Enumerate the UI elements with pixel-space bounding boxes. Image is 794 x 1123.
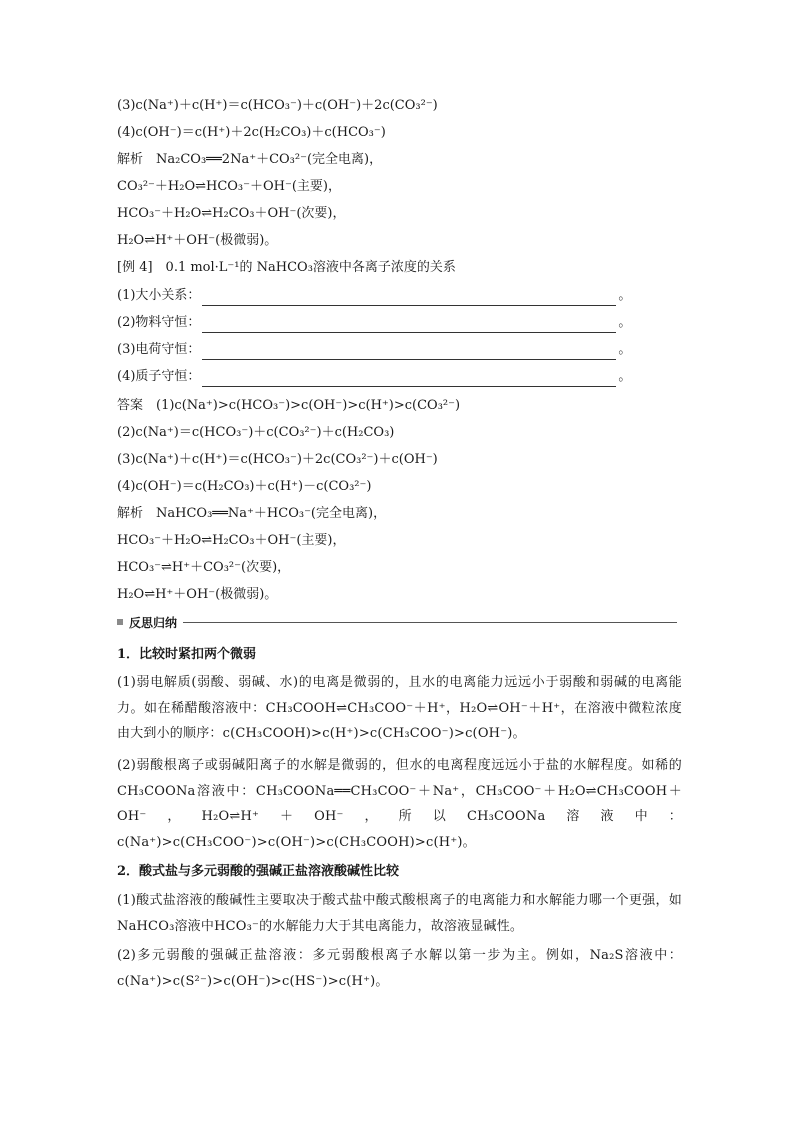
blank-end: 。 <box>618 369 632 384</box>
answer-hydrolysis-main: HCO₃⁻＋H₂O⇌H₂CO₃＋OH⁻(主要)， <box>117 533 346 548</box>
point-2-heading: 2．酸式盐与多元弱酸的强碱正盐溶液酸碱性比较 <box>117 864 400 879</box>
point-1-heading: 1．比较时紧扣两个微弱 <box>117 647 257 662</box>
section-title: 反思归纳 <box>129 615 178 630</box>
equation-line-3: (3)c(Na⁺)＋c(H⁺)＝c(HCO₃⁻)＋c(OH⁻)＋2c(CO₃²⁻) <box>117 98 438 113</box>
square-bullet-icon <box>117 619 123 625</box>
blank-label: (3)电荷守恒： <box>117 342 201 357</box>
blank-label: (4)质子守恒： <box>117 369 201 384</box>
point-1-para-2: (2)弱酸根离子或弱碱阳离子的水解是微弱的，但水的电离程度远远小于盐的水解程度。如稀的CH₃COONa溶液中：CH₃COONa══CH₃COO⁻＋Na⁺，CH₃COO⁻＋H₂O⇌CH₃COOH＋OH⁻，H₂O⇌H⁺＋OH⁻，所以CH₃COONa溶液中：c(Na⁺)>c(CH₃COO⁻)>c(OH⁻)>c(CH₃COOH)>c(H⁺)。 <box>117 758 682 850</box>
blank-row-size-relation <box>117 286 687 306</box>
point-1-para-1: (1)弱电解质(弱酸、弱碱、水)的电离是微弱的，且水的电离能力远远小于弱酸和弱碱的电离能力。如在稀醋酸溶液中：CH₃COOH⇌CH₃COO⁻＋H⁺，H₂O⇌OH⁻＋H⁺，在溶液中微粒浓度由大到小的顺序：c(CH₃COOH)>c(H⁺)>c(CH₃COO⁻)>c(OH⁻)。 <box>117 675 682 741</box>
blank-row-material-balance <box>117 313 687 333</box>
hydrolysis-line-main: CO₃²⁻＋H₂O⇌HCO₃⁻＋OH⁻(主要)， <box>117 179 342 194</box>
blank-label: (1)大小关系： <box>117 288 201 303</box>
blank-label: (2)物料守恒： <box>117 315 201 330</box>
answer-blank <box>202 318 616 333</box>
blank-row-charge-balance <box>117 340 687 360</box>
blank-end: 。 <box>618 315 632 330</box>
point-2-para-1: (1)酸式盐溶液的酸碱性主要取决于酸式盐中酸式酸根离子的电离能力和水解能力哪一个更强，如NaHCO₃溶液中HCO₃⁻的水解能力大于其电离能力，故溶液显碱性。 <box>117 893 682 934</box>
section-header-reflection <box>117 612 677 632</box>
point-2-para-2: (2)多元弱酸的强碱正盐溶液：多元弱酸根离子水解以第一步为主。例如，Na₂S溶液中：c(Na⁺)>c(S²⁻)>c(OH⁻)>c(HS⁻)>c(H⁺)。 <box>117 948 682 989</box>
answer-line-2: (2)c(Na⁺)＝c(HCO₃⁻)＋c(CO₃²⁻)＋c(H₂CO₃) <box>117 425 395 440</box>
analysis-line: 解析 Na₂CO₃══2Na⁺＋CO₃²⁻(完全电离)， <box>117 152 383 167</box>
answer-blank <box>202 345 616 360</box>
answer-blank <box>202 291 616 306</box>
answer-line-4: (4)c(OH⁻)＝c(H₂CO₃)＋c(H⁺)－c(CO₃²⁻) <box>117 479 372 494</box>
hydrolysis-line-secondary: HCO₃⁻＋H₂O⇌H₂CO₃＋OH⁻(次要)， <box>117 206 346 221</box>
blank-row-proton-balance <box>117 367 687 387</box>
answer-blank <box>202 372 616 387</box>
blank-end: 。 <box>618 288 632 303</box>
section-divider <box>183 622 677 623</box>
equation-line-4: (4)c(OH⁻)＝c(H⁺)＋2c(H₂CO₃)＋c(HCO₃⁻) <box>117 125 386 140</box>
answer-line-3: (3)c(Na⁺)＋c(H⁺)＝c(HCO₃⁻)＋2c(CO₃²⁻)＋c(OH⁻) <box>117 452 438 467</box>
answer-water-ionization: H₂O⇌H⁺＋OH⁻(极微弱)。 <box>117 587 278 602</box>
example-4-title: [例 4] 0.1 mol·L⁻¹的 NaHCO₃溶液中各离子浓度的关系 <box>117 260 456 275</box>
water-ionization-line: H₂O⇌H⁺＋OH⁻(极微弱)。 <box>117 233 278 248</box>
answer-ionization-secondary: HCO₃⁻⇌H⁺＋CO₃²⁻(次要)， <box>117 560 291 575</box>
answer-analysis-line: 解析 NaHCO₃══Na⁺＋HCO₃⁻(完全电离)， <box>117 506 387 521</box>
blank-end: 。 <box>618 342 632 357</box>
answer-line-1: 答案 (1)c(Na⁺)>c(HCO₃⁻)>c(OH⁻)>c(H⁺)>c(CO₃²⁻) <box>117 398 461 413</box>
